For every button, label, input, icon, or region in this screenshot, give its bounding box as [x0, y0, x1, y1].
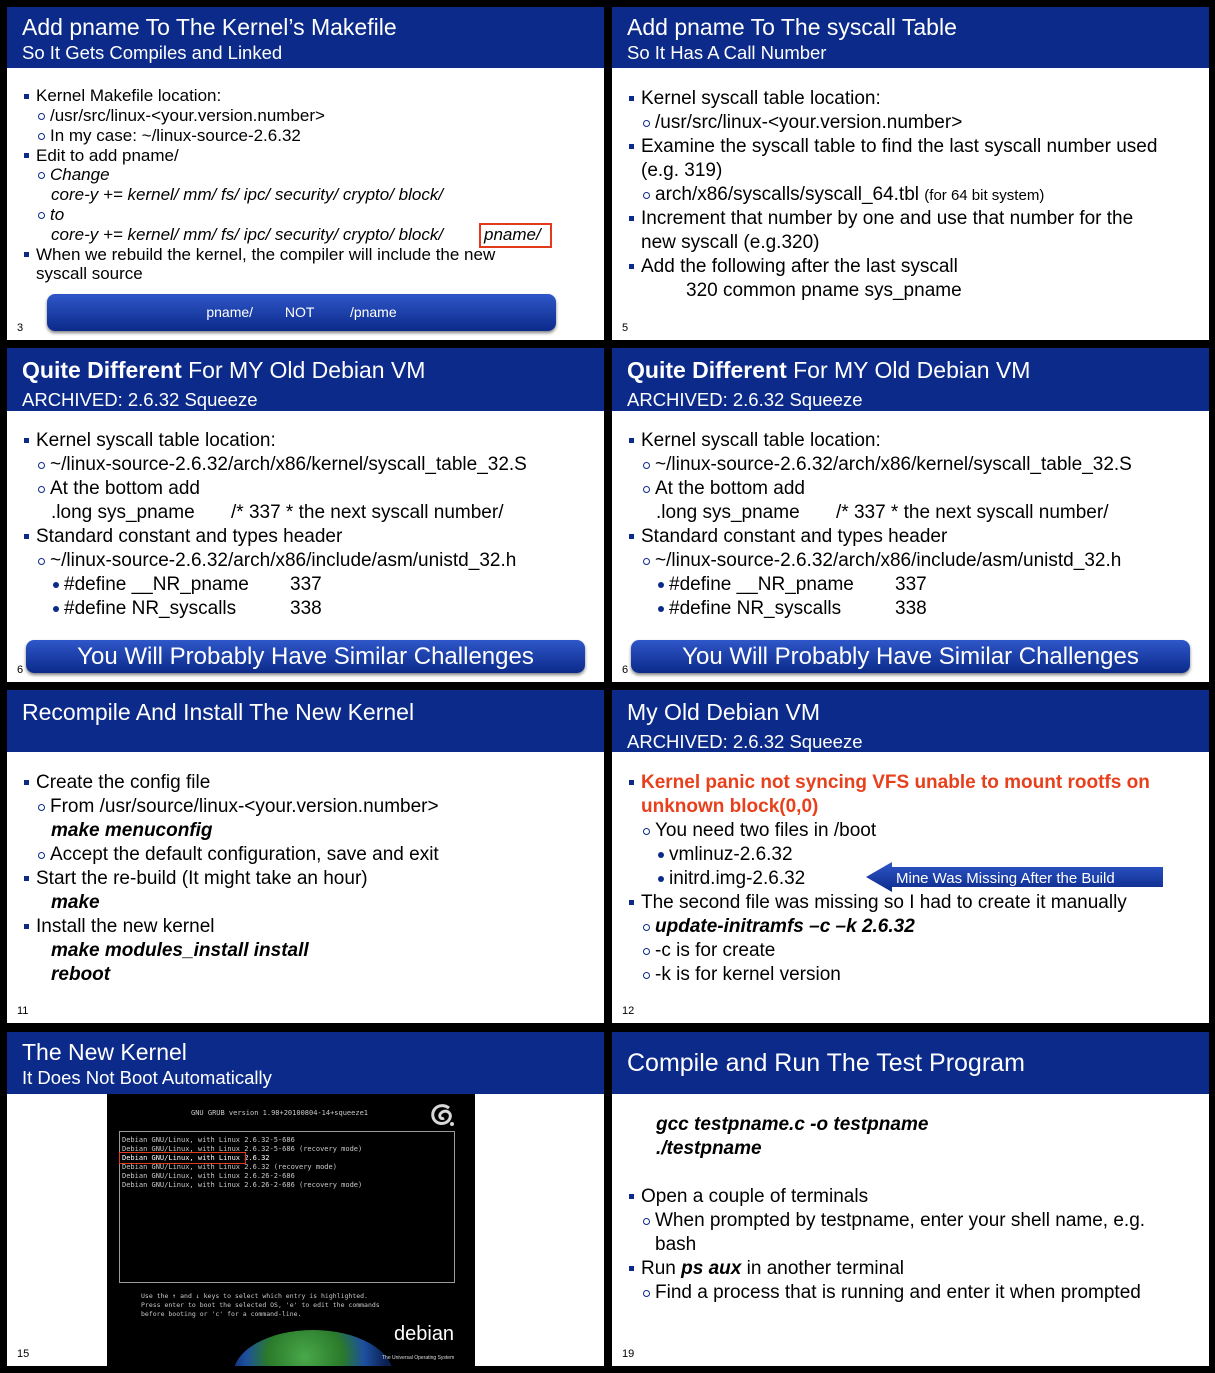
bullet-circle-icon	[643, 924, 650, 931]
define-value: 337	[895, 574, 927, 595]
path-text: arch/x86/syscalls/syscall_64.tbl	[655, 184, 919, 205]
bullet-square-icon	[629, 1266, 634, 1271]
text-line: Increment that number by one and use that number for the	[641, 208, 1134, 229]
page-number: 12	[622, 1005, 635, 1017]
text-line: Add the following after the last syscall	[641, 256, 958, 277]
grub-entry[interactable]: Debian GNU/Linux, with Linux 2.6.26-2-686 (recovery mode)	[122, 1181, 363, 1189]
text-line: (e.g. 319)	[641, 160, 723, 181]
text-line: At the bottom add	[655, 478, 805, 499]
text-line: to	[50, 205, 65, 224]
bullet-square-icon	[24, 94, 29, 99]
text-line	[655, 184, 1044, 206]
bullet-circle-icon	[38, 113, 45, 120]
slide-header	[7, 348, 604, 411]
text-line: new syscall (e.g.320)	[641, 232, 820, 253]
text-line: -k is for kernel version	[655, 964, 841, 985]
bullet-circle-icon	[38, 462, 45, 469]
page-number: 5	[622, 322, 629, 334]
debian-swirl-icon	[427, 1100, 457, 1130]
text-part: Run	[641, 1258, 682, 1279]
bullet-circle-icon	[643, 1218, 650, 1225]
slide-header	[612, 348, 1209, 411]
bullet-circle-icon	[38, 804, 45, 811]
grub-header: GNU GRUB version 1.98+20100804-14+squeeze1	[191, 1109, 369, 1117]
define-name: #define NR_syscalls	[64, 598, 237, 619]
slide-title: Add pname To The syscall Table	[627, 14, 957, 40]
error-text: unknown block(0,0)	[641, 796, 819, 817]
bullet-dot-icon	[658, 852, 664, 858]
define-name: #define __NR_pname	[64, 574, 249, 595]
bullet-square-icon	[629, 438, 634, 443]
define-name: #define NR_syscalls	[669, 598, 842, 619]
page-number: 19	[622, 1348, 635, 1360]
text-line: Accept the default configuration, save and exit	[50, 844, 439, 865]
text-line: Create the config file	[36, 772, 211, 793]
code-line: core-y += kernel/ mm/ fs/ ipc/ security/ crypto/ block/	[51, 225, 444, 244]
define-name: #define __NR_pname	[669, 574, 854, 595]
command-line: gcc testpname.c -o testpname	[656, 1114, 929, 1135]
text-line: In my case: ~/linux-source-2.6.32	[50, 126, 301, 145]
bullet-square-icon	[24, 534, 29, 539]
define-value: 338	[895, 598, 927, 619]
error-text: Kernel panic not syncing VFS unable to mount rootfs on	[641, 772, 1150, 793]
code-line: .long sys_pname	[656, 502, 800, 523]
bullet-square-icon	[24, 876, 29, 881]
bullet-square-icon	[24, 924, 29, 929]
text-line: Standard constant and types header	[36, 526, 343, 547]
bullet-square-icon	[629, 534, 634, 539]
slide-test-program	[612, 1032, 1209, 1366]
slide-kernel-panic	[612, 690, 1209, 1023]
slide-old-debian-b	[612, 348, 1209, 682]
slide-header	[612, 1032, 1209, 1094]
text-line: Find a process that is running and enter it when prompted	[655, 1282, 1141, 1303]
file-name: initrd.img-2.6.32	[669, 868, 806, 889]
slide-title: Compile and Run The Test Program	[627, 1049, 1025, 1077]
grub-entry[interactable]: Debian GNU/Linux, with Linux 2.6.32-5-686	[122, 1136, 295, 1144]
command-inline: ps aux	[681, 1258, 742, 1279]
bullet-circle-icon	[38, 212, 45, 219]
code-line: 320 common pname sys_pname	[686, 280, 962, 301]
text-line: When we rebuild the kernel, the compiler will include the new	[36, 245, 496, 264]
grub-entry-selected[interactable]: Debian GNU/Linux, with Linux 2.6.32	[122, 1154, 270, 1162]
bullet-circle-icon	[643, 1290, 650, 1297]
bullet-circle-icon	[38, 133, 45, 140]
slide-subtitle: ARCHIVED: 2.6.32 Squeeze	[627, 731, 863, 752]
bullet-circle-icon	[38, 852, 45, 859]
text-part: in another terminal	[741, 1258, 904, 1279]
bullet-dot-icon	[658, 582, 664, 588]
bullet-square-icon	[629, 1194, 634, 1199]
debian-tagline: The Universal Operating System	[382, 1355, 455, 1361]
text-line: From /usr/source/linux-<your.version.number>	[50, 796, 439, 817]
note-b: NOT	[284, 304, 315, 320]
slide-subtitle: ARCHIVED: 2.6.32 Squeeze	[627, 389, 863, 410]
note-a: pname/	[206, 304, 254, 320]
text-line: When prompted by testpname, enter your shell name, e.g.	[655, 1210, 1146, 1231]
bullet-square-icon	[24, 153, 29, 158]
bullet-dot-icon	[53, 582, 59, 588]
code-line: .long sys_pname	[51, 502, 195, 523]
slide-title: For MY Old Debian VM	[181, 357, 426, 383]
grub-help: Press enter to boot the selected OS, 'e' to edit the commands	[141, 1301, 380, 1309]
bullet-circle-icon	[643, 828, 650, 835]
text-line: ~/linux-source-2.6.32/arch/x86/kernel/syscall_table_32.S	[655, 454, 1132, 475]
slide-header	[612, 690, 1209, 752]
slide-new-kernel	[7, 1032, 604, 1366]
text-line: Change	[50, 165, 110, 184]
bullet-square-icon	[24, 252, 29, 257]
text-line: Kernel Makefile location:	[36, 86, 222, 105]
note-text: (for 64 bit system)	[924, 187, 1045, 204]
text-line: Install the new kernel	[36, 916, 215, 937]
bullet-circle-icon	[38, 172, 45, 179]
command-line: make	[51, 892, 100, 913]
bullet-square-icon	[629, 216, 634, 221]
earth-graphic	[233, 1330, 393, 1366]
bullet-circle-icon	[643, 192, 650, 199]
bullet-circle-icon	[643, 486, 650, 493]
command-line: update-initramfs –c –k 2.6.32	[655, 916, 915, 937]
slide-title-bold: Quite Different	[627, 357, 787, 383]
slide-header	[7, 690, 604, 752]
bullet-circle-icon	[643, 558, 650, 565]
bullet-square-icon	[24, 438, 29, 443]
text-line: Edit to add pname/	[36, 146, 179, 165]
slide-title: The New Kernel	[22, 1039, 187, 1065]
text-line: Kernel syscall table location:	[36, 430, 276, 451]
note-c: /pname	[349, 304, 397, 320]
slide-subtitle: It Does Not Boot Automatically	[22, 1067, 272, 1088]
bullet-dot-icon	[658, 606, 664, 612]
slide-header	[612, 7, 1209, 68]
slide-old-debian-a	[7, 348, 604, 682]
slide-header	[7, 7, 604, 68]
command-line: reboot	[51, 964, 111, 985]
grub-screenshot	[107, 1094, 475, 1366]
callout-text: Mine Was Missing After the Build	[896, 870, 1115, 887]
define-value: 337	[290, 574, 322, 595]
bullet-square-icon	[629, 780, 634, 785]
grub-entry[interactable]: Debian GNU/Linux, with Linux 2.6.32 (recovery mode)	[122, 1163, 337, 1171]
define-value: 338	[290, 598, 322, 619]
challenge-bar: You Will Probably Have Similar Challenges	[26, 640, 585, 673]
bullet-square-icon	[24, 780, 29, 785]
text-line: Examine the syscall table to find the last syscall number used	[641, 136, 1158, 157]
note-bar	[47, 294, 556, 331]
page-number: 3	[17, 322, 24, 334]
grub-help: Use the ↑ and ↓ keys to select which entry is highlighted.	[141, 1292, 368, 1300]
challenge-bar: You Will Probably Have Similar Challenges	[631, 640, 1190, 673]
bullet-square-icon	[629, 900, 634, 905]
bullet-circle-icon	[38, 486, 45, 493]
command-line: make modules_install install	[51, 940, 309, 961]
grub-entry[interactable]: Debian GNU/Linux, with Linux 2.6.26-2-686	[122, 1172, 295, 1180]
code-comment: /* 337 * the next syscall number/	[231, 502, 504, 523]
text-line: Kernel syscall table location:	[641, 430, 881, 451]
command-line: ./testpname	[656, 1138, 762, 1159]
slide-makefile	[7, 7, 604, 340]
bullet-circle-icon	[643, 120, 650, 127]
text-line: Start the re-build (It might take an hour)	[36, 868, 368, 889]
slide-recompile	[7, 690, 604, 1023]
text-line: ~/linux-source-2.6.32/arch/x86/kernel/syscall_table_32.S	[50, 454, 527, 475]
slide-title: Add pname To The Kernel’s Makefile	[22, 14, 397, 40]
text-line: The second file was missing so I had to create it manually	[641, 892, 1127, 913]
slide-title: My Old Debian VM	[627, 699, 821, 725]
text-line: /usr/src/linux-<your.version.number>	[50, 106, 325, 125]
text-line: ~/linux-source-2.6.32/arch/x86/include/asm/unistd_32.h	[655, 550, 1122, 571]
slide-title: For MY Old Debian VM	[786, 357, 1031, 383]
text-line: bash	[655, 1234, 697, 1255]
text-line: syscall source	[36, 264, 143, 283]
text-line: /usr/src/linux-<your.version.number>	[655, 112, 963, 133]
grub-help: before booting or 'c' for a command-line.	[141, 1310, 302, 1318]
page-number: 11	[17, 1005, 29, 1017]
code-comment: /* 337 * the next syscall number/	[836, 502, 1109, 523]
grub-entry[interactable]: Debian GNU/Linux, with Linux 2.6.32-5-686 (recovery mode)	[122, 1145, 363, 1153]
bullet-circle-icon	[643, 462, 650, 469]
highlight-text: pname/	[484, 225, 541, 244]
slide-subtitle: So It Gets Compiles and Linked	[22, 42, 283, 63]
slide-title: Recompile And Install The New Kernel	[22, 699, 415, 725]
bullet-dot-icon	[53, 606, 59, 612]
text-line: Standard constant and types header	[641, 526, 948, 547]
slide-title-bold: Quite Different	[22, 357, 182, 383]
bullet-square-icon	[629, 96, 634, 101]
text-line: -c is for create	[655, 940, 776, 961]
text-line	[641, 1258, 904, 1280]
bullet-dot-icon	[658, 876, 664, 882]
command-line: make menuconfig	[51, 820, 213, 841]
bullet-square-icon	[629, 144, 634, 149]
slide-syscall-table	[612, 7, 1209, 340]
file-name: vmlinuz-2.6.32	[669, 844, 793, 865]
bullet-square-icon	[629, 264, 634, 269]
slide-header	[7, 1032, 604, 1094]
text-line: At the bottom add	[50, 478, 200, 499]
slide-subtitle: So It Has A Call Number	[627, 42, 827, 63]
page-number: 15	[17, 1348, 30, 1360]
text-line: Kernel syscall table location:	[641, 88, 881, 109]
text-line: ~/linux-source-2.6.32/arch/x86/include/asm/unistd_32.h	[50, 550, 517, 571]
code-line: core-y += kernel/ mm/ fs/ ipc/ security/ crypto/ block/	[51, 185, 444, 204]
page-number: 6	[17, 664, 24, 676]
page-number: 6	[622, 664, 629, 676]
debian-logo-text: debian	[394, 1323, 455, 1345]
text-line: You need two files in /boot	[655, 820, 877, 841]
bullet-circle-icon	[643, 972, 650, 979]
bullet-circle-icon	[643, 948, 650, 955]
slide-subtitle: ARCHIVED: 2.6.32 Squeeze	[22, 389, 258, 410]
text-line: Open a couple of terminals	[641, 1186, 869, 1207]
bullet-circle-icon	[38, 558, 45, 565]
